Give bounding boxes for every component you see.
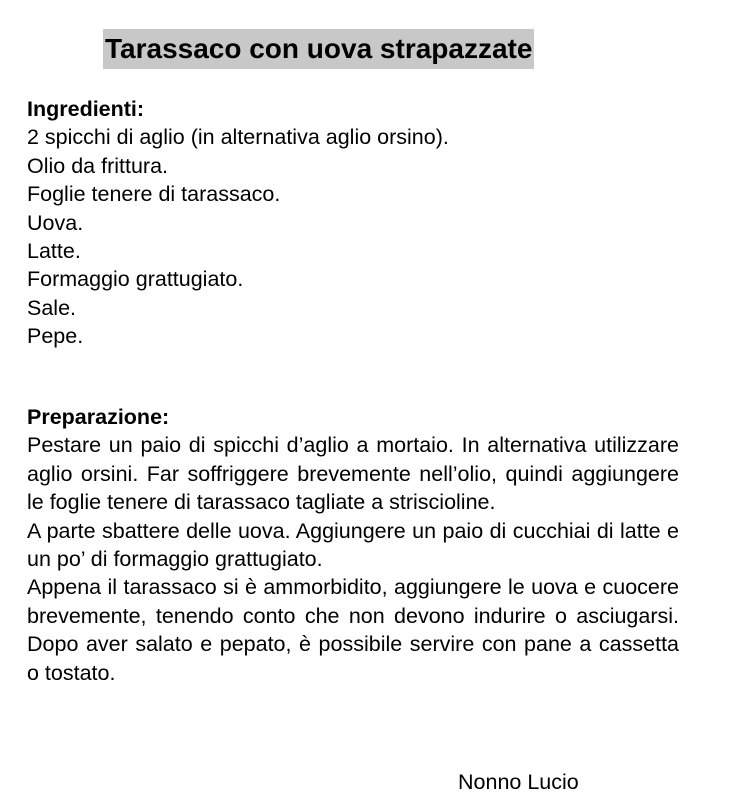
author-signature: Nonno Lucio xyxy=(458,770,579,794)
ingredient-item: Uova. xyxy=(27,210,84,235)
ingredient-item: Sale. xyxy=(27,295,77,320)
ingredient-item: Foglie tenere di tarassaco. xyxy=(27,182,281,207)
ingredients-section xyxy=(27,95,679,351)
preparation-paragraph: Appena il tarassaco si è ammorbidito, aggiungere le uova e cuocere brevemente, tenendo conto che non devono indurire o asciugarsi. Dopo aver salato e pepato, è possibile servire con pane a cassetta o tostato. xyxy=(27,575,679,685)
ingredient-item: 2 spicchi di aglio (in alternativa aglio orsino). xyxy=(27,125,449,150)
preparation-paragraph: A parte sbattere delle uova. Aggiungere un paio di cucchiai di latte e un po’ di formaggio grattugiato. xyxy=(27,518,679,572)
ingredient-item: Pepe. xyxy=(27,324,84,349)
ingredient-item: Formaggio grattugiato. xyxy=(27,267,244,292)
ingredient-item: Olio da frittura. xyxy=(27,153,168,178)
preparation-paragraph: Pestare un paio di spicchi d’aglio a mortaio. In alternativa utilizzare aglio orsini. Far soffriggere brevemente nell’olio, quindi aggiungere le foglie tenere di tarassaco tagliate a striscioline. xyxy=(27,433,679,515)
preparation-section xyxy=(27,403,679,687)
recipe-title: Tarassaco con uova strapazzate xyxy=(103,29,534,69)
preparation-heading: Preparazione: xyxy=(27,405,170,429)
ingredients-heading: Ingredienti: xyxy=(27,97,145,121)
ingredient-item: Latte. xyxy=(27,239,81,264)
